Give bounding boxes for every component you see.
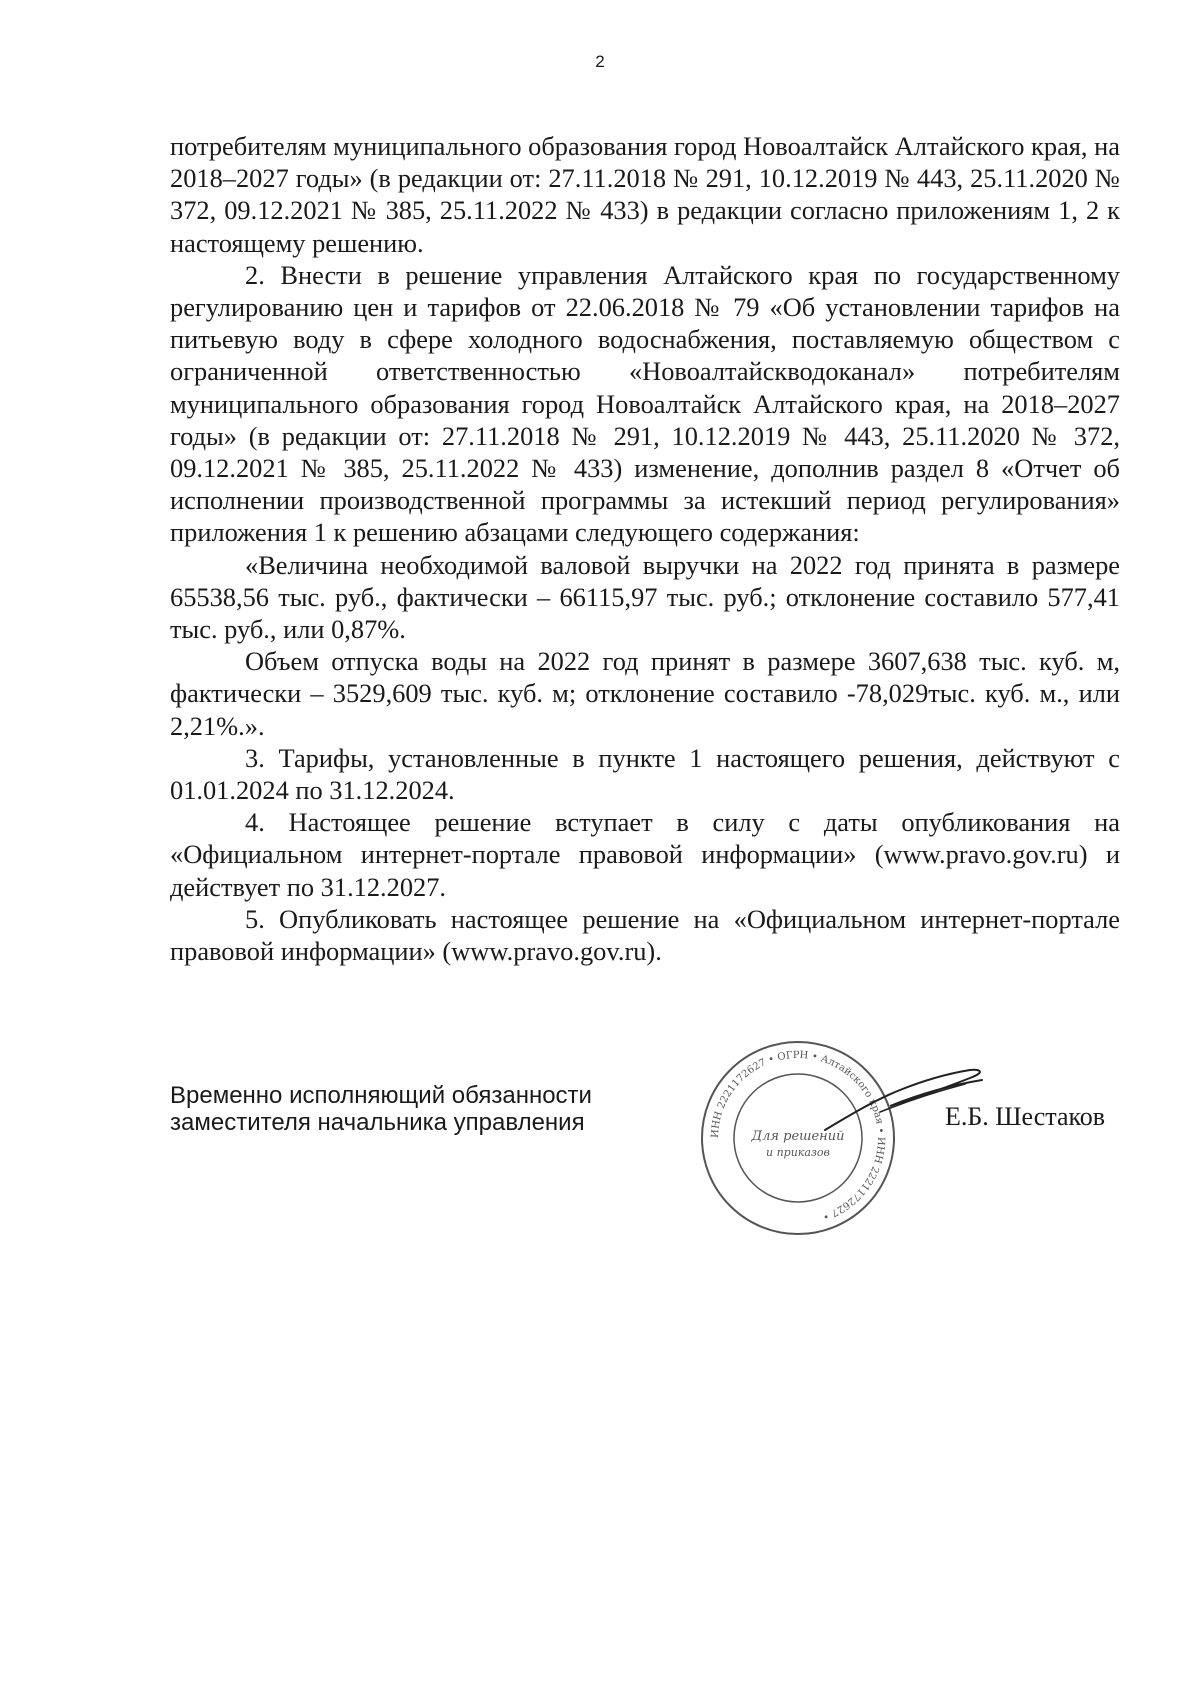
paragraph-item-2: 2. Внести в решение управления Алтайского края по государственному регулированию цен и тарифов от 22.06.2018 № 79 «Об установлении тарифов на питьевую воду в сфере холодного водоснабжения, поставляемую обществом с ограниченной ответственностью «Новоалтайскводоканал» потребителям муниципального образования город Новоалтайск Алтайского края, на 2018–2027 годы» (в редакции от: 27.11.2018 № 291, 10.12.2019 № 443, 25.11.2020 № 372, 09.12.2021 № 385, 25.11.2022 № 433) изменение, дополнив раздел 8 «Отчет об исполнении производственной программы за истекший период регулирования» приложения 1 к решению абзацами следующего содержания: (170, 259, 1120, 548)
position-line-1: Временно исполняющий обязанности (170, 1082, 592, 1109)
document-body (170, 130, 1120, 967)
paragraph-item-3: 3. Тарифы, установленные в пункте 1 настоящего решения, действуют с 01.01.2024 по 31.12.2024. (170, 742, 1120, 806)
paragraph-item-5: 5. Опубликовать настоящее решение на «Официальном интернет-портале правовой информации» (www.pravo.gov.ru). (170, 903, 1120, 967)
signatory-position (170, 1082, 650, 1136)
page-number: 2 (595, 52, 605, 71)
paragraph-quote-revenue: «Величина необходимой валовой выручки на 2022 год принята в размере 65538,56 тыс. руб., фактически – 66115,97 тыс. руб.; отклонение составило 577,41 тыс. руб., или 0,87%. (170, 549, 1120, 645)
stamp-center-line-1: Для решений (751, 1129, 845, 1144)
stamp-ring-text: ИНН 2221172627 • ОГРН • Алтайского края • ИНН 2221172627 • (709, 1049, 887, 1222)
position-line-2: заместителя начальника управления (170, 1109, 585, 1136)
paragraph-item-4: 4. Настоящее решение вступает в силу с даты опубликования на «Официальном интернет-портале правовой информации» (www.pravo.gov.ru) и действует по 31.12.2027. (170, 807, 1120, 902)
signatory-name: Е.Б. Шестаков (945, 1102, 1106, 1131)
paragraph-quote-water-volume: Объем отпуска воды на 2022 год принят в размере 3607,638 тыс. куб. м, фактически – 3529,609 тыс. куб. м; отклонение составило -78,029тыс. куб. м., или 2,21%.». (170, 646, 1120, 741)
paragraph-continuation: потребителям муниципального образования город Новоалтайск Алтайского края, на 2018–2027 годы» (в редакции от: 27.11.2018 № 291, 10.12.2019 № 443, 25.11.2020 № 372, 09.12.2021 № 385, 25.11.2022 № 433) в редакции согласно приложениям 1, 2 к настоящему решению. (170, 131, 1120, 258)
stamp-center-line-2: и приказов (766, 1146, 830, 1159)
